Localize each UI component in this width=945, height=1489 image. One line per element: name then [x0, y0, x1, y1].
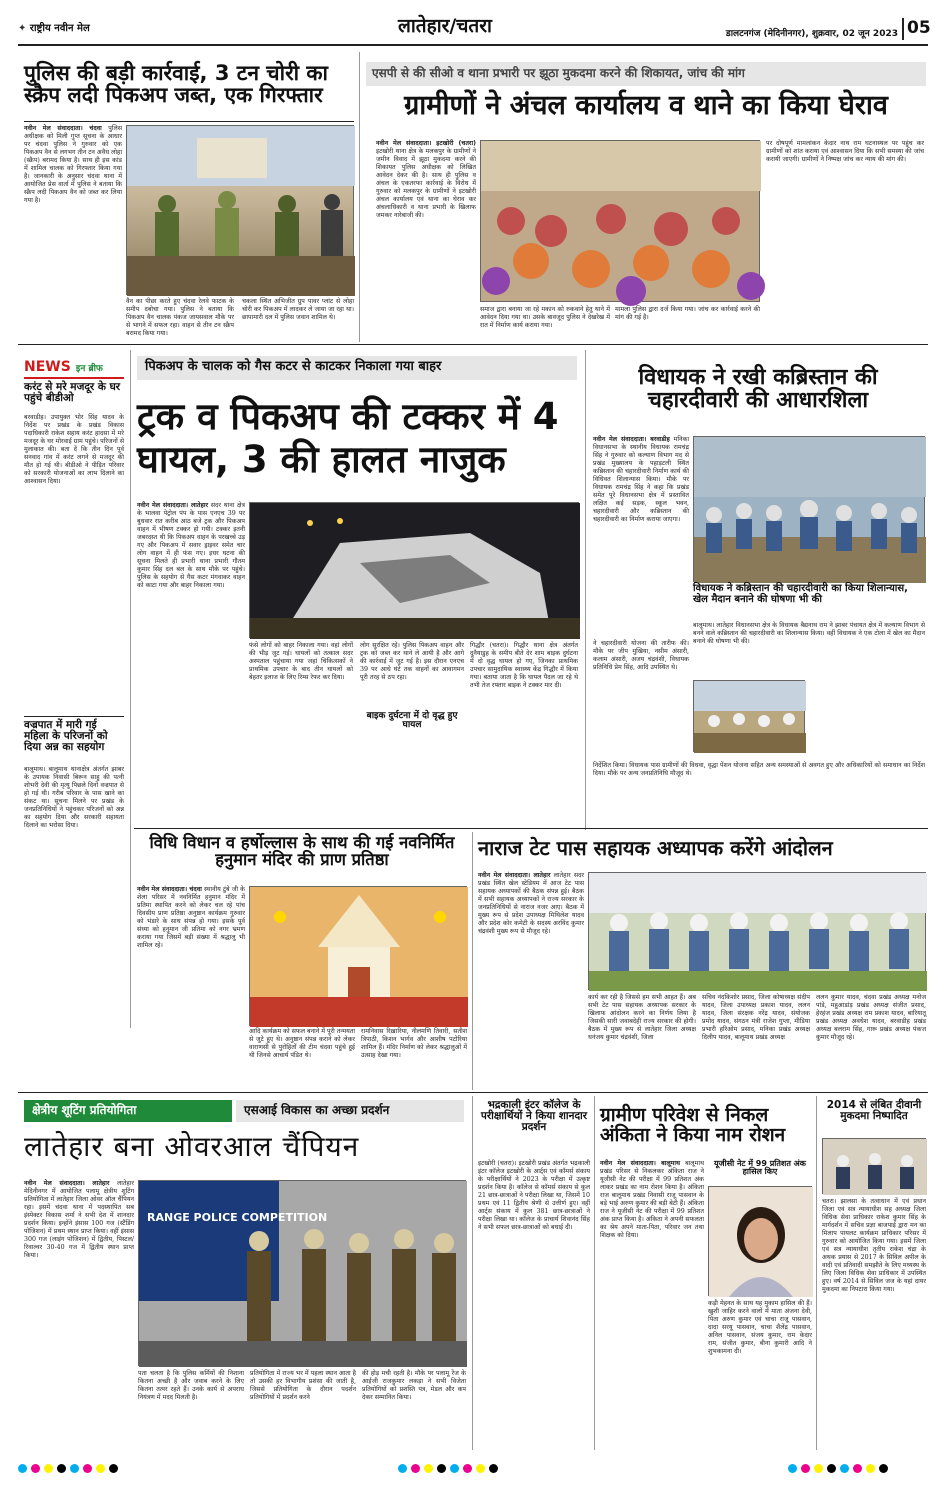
news-label: NEWS: [24, 359, 71, 375]
story4-headline: विधायक ने रखी कब्रिस्तान की चहारदीवारी की आधारशिला: [638, 365, 878, 414]
masthead-rule: [18, 44, 928, 46]
column-rule: [585, 350, 586, 830]
story4-col2: ने चहारदीवारी योजना की तारीफ की। मौके पर जीप मुखिया, नसीम अंसारी, कलाम अंसारी, अजय चंद्रवंशी, विधायक प्रतिनिधि प्रेम सिंह, आदि उपस्थित थे।: [593, 640, 689, 671]
story2-col3: मामला पुलिस द्वारा दर्ज किया गया। जांच कर कार्रवाई करने की मांग की गई है।: [615, 306, 760, 321]
story3-byline: नवीन मेल संवाददाता। लातेहार: [137, 502, 209, 509]
story10-photo: [822, 1138, 926, 1194]
column-rule: [472, 1096, 473, 1450]
story5-col3: रामनिवास रिख़ारिया, नीलमणि तिवारी, सतीश त्रिपाठी, किशन भार्गव और आशीष पटोरिया शामिल हैं। मंदिर निर्माण को लेकर श्रद्धालुओं में उत्साह देखा गया।: [361, 1028, 467, 1059]
story7-tag2: [236, 1100, 464, 1122]
mla-event-photo: [694, 681, 806, 753]
divider: [24, 121, 354, 122]
column-rule: [594, 1096, 595, 1450]
story5-text: [137, 886, 245, 1086]
story5-headline: विधि विधान व हर्षोल्लास के साथ की गई नवनिर्मित हनुमान मंदिर की प्राण प्रतिष्ठा: [149, 833, 455, 870]
story9-text: [600, 1160, 704, 1448]
story4-subheadline: विधायक ने कब्रिस्तान की चहारदीवारी का किया शिलान्यास, खेल मैदान बनाने की घोषणा भी की: [693, 583, 908, 605]
story6-text: [478, 872, 584, 1088]
bird-logo-icon: ✦: [18, 23, 27, 34]
story5-col2: आदि कार्यक्रम को सफल बनाने में पूरी तन्मयता से जुटे हुए थे। अनुष्ठान संपन्न कराने को लेकर वाराणसी से पुरोहितों की टीम चंदवा पहुंचे हुई थी जिनसे आचार्य पंडित थे।: [249, 1028, 355, 1059]
story1-photo: [126, 125, 354, 295]
story3-col2: फंसे लोगों को बाहर निकाला गया। वहां लोगों की भीड़ जुट गई। घायलों को तत्काल सदर अस्पताल पहुंचाया गया जहां चिकित्सकों ने प्राथमिक उपचार के बाद तीन घायलों को बेहतर इलाज के लिए रिम्स रेफर कर दिया।: [249, 642, 353, 681]
story1-text: [24, 125, 122, 337]
story2-kicker: एसपी से की सीओ व थाना प्रभारी पर झूठा मुकदमा करने की शिकायत, जांच की मांग: [372, 66, 745, 80]
story2-col4: पर दोषपूर्ण मामलांकन केदार नाथ राम घटनास्थल पर पहुंच कर ग्रामीणों को शांत कराया एवं आश्वासन दिया कि सभी समस्या की जांच करायी जाएगी। ग्रामीणों ने निष्पक्ष जांच कर न्याय की मांग की।: [766, 140, 924, 163]
masthead: [18, 12, 931, 42]
story3-text: [137, 502, 245, 820]
story7-tag1-text: क्षेत्रीय शूटिंग प्रतियोगिता: [32, 1103, 137, 1117]
story3-headline: ट्रक व पिकअप की टक्कर में 4 घायल, 3 की हालत नाजुक: [137, 395, 559, 481]
story7-photo: [138, 1180, 466, 1366]
story6-byline: नवीन मेल संवाददाता। लातेहार: [478, 872, 551, 879]
story7-tag2-text: एसआई विकास का अच्छा प्रदर्शन: [244, 1103, 390, 1117]
foundation-stone-photo: [694, 437, 926, 583]
story9-photo: [708, 1186, 812, 1296]
column-rule: [359, 52, 360, 342]
story7-col3: प्रतियोगिता में राज्य भर में पहला स्थान आता है तो उसकी हर विभागीय प्रशंसा की जाती है, जिससे प्रतियोगिता के दौरान पदर्शन प्रतियोगियों में प्रदर्शन करने: [250, 1370, 356, 1401]
story5-byline: नवीन मेल संवाददाता। चंदवा: [137, 886, 202, 893]
brief1-text: बरवाडीह। उपायुक्त भोर सिंह यादव के निर्देश पर प्रखंड के प्रखंड विकास पदाधिकारी राकेश सहाय करंट हादसा में मरे मजदूर के घर मोरवाई ग्राम पहुंचे। परिजनों से मुलाकात की। बता दें कि तीन दिन पूर्व सनवाद गांव में करंट लगने से मजदूर की मौत हो गई थी। बीडीओ ने पीड़ित परिवार को सरकारी योजनाओं का लाभ दिलाने का आश्वासन दिया।: [24, 414, 124, 485]
story4-byline: नवीन मेल संवाददाता। बरवाडीह: [593, 436, 670, 443]
brief-label: इन ब्रीफ: [75, 364, 103, 374]
story4-col4: निर्देशित किया। विधायक पास ग्रामीणों की विधवा, वृद्धा पेंशन योजना सहित अन्य समस्याओं से अवगत हुए और अधिकारियों को समाधान का निर्देश दिया। मौके पर अन्य जनप्रतिनिधि मौजूद थे।: [593, 762, 925, 777]
story6-col4: ललन कुमार यादव, चंदवा प्रखंड अध्यक्ष मनोज पांडे, महुआडांड़ प्रखंड अध्यक्ष संजीत प्रसाद, हेरहंज प्रखंड अध्यक्ष राम प्रकाश यादव, बारियातू प्रखंड अध्यक्ष अवधेश यादव, बरवाडीह प्रखंड अध्यक्ष बलराम सिंह, गारू प्रखंड अध्यक्ष पंकज कुमार मौजूद रहे।: [816, 994, 926, 1041]
story3-kicker-bar: [137, 356, 577, 380]
story3-col4: गिद्धौर (चतरा)। गिद्धौर थाना क्षेत्र अंतर्गत दुनैयाडुह के समीप बीते देर शाम बाइक दुर्घटना में दो वृद्ध घायल हो गए, जिनका प्राथमिक उपचार सामुदायिक स्वास्थ्य केंद्र गिद्धौर में किया गया। बताया जाता है कि घायल पैदल जा रहे थे तभी तेज रफ्तार बाइक ने टक्कर मार दी।: [470, 642, 578, 689]
story1-headline: पुलिस की बड़ी कार्रवाई, 3 टन चोरी का स्क्रैप लदी पिकअप जब्त, एक गिरफ्तार: [24, 61, 328, 108]
story3-subhead: बाइक दुर्घटना में दो वृद्ध हुए घायल: [366, 711, 458, 731]
section-title: लातेहार/चतरा: [398, 15, 492, 37]
column-rule: [130, 350, 131, 1028]
court-meeting-photo: [823, 1139, 927, 1195]
story3-kicker: पिकअप के चालक को गैस कटर से काटकर निकाला गया बाहर: [145, 359, 442, 374]
story6-photo: [588, 872, 926, 990]
story2-photo: [480, 140, 760, 302]
story3-photo: [249, 502, 579, 638]
story2-byline: नवीन मेल संवाददाता। इटखोरी (चतरा): [376, 140, 476, 147]
brief2-title: वज्रपात में मारी गई महिला के परिजनों को दिया अन्न का सहयोग: [24, 719, 108, 754]
story7-headline: लातेहार बना ओवरआल चैंपियन: [24, 1130, 360, 1163]
story8-headline: भद्रकाली इंटर कॉलेज के परीक्षार्थियों ने किया शानदार प्रदर्शन: [480, 1099, 588, 1134]
paper-name: राष्ट्रीय नवीन मेल: [29, 23, 90, 34]
story4-photo2: [693, 680, 805, 752]
story8-text: इटखोरी (चतरा)। इटखोरी प्रखंड अंतर्गत भद्रकाली इंटर कॉलेज इटखोरी के आर्ट्स एवं कॉमर्स संकाय के परीक्षार्थियों ने 2023 के परीक्षा में उत्कृष्ट प्रदर्शन किया है। कॉलेज से कॉमर्स संकाय से कुल 21 छात्र-छात्राओं ने परीक्षा लिखा था, जिसमें 10 प्रथम एवं 11 द्वितीय श्रेणी से उत्तीर्ण हुए। वहीं आर्ट्स संकाय में कुल 381 छात्र-छात्राओं ने परीक्षा लिखा था। कॉलेज के प्राचार्य शिवानंद सिंह ने सभी सफल छात्र-छात्राओं को बधाई दी।: [478, 1160, 590, 1231]
story6-body: लातेहार सदर प्रखंड स्थित खेल स्टेडियम में आज टेट पास सहायक अध्यापकों की बैठक संपन्न हुई। बैठक में सभी सहायक अध्यापकों ने राज्य सरकार के जनप्रतिनिधियों से नाराज नजर आए। बैठक में मुख्य रूप से प्रदेश उपाध्यक्ष मिथिलेश यादव और प्रदेश कोर कमेटी के सदस्य अरविंद कुमार चंद्रवंशी मुख्य रूप से मौजूद रहे।: [478, 872, 584, 935]
story3-col3: लोग सुरक्षित रहे। पुलिस पिकअप वाहन और ट्रक को जब्त कर थाने ले आयी है और आगे की कार्रवाई में जुट गई है। इस दौरान एनएच 39 पर आधे घंटे तक वाहनों का आवागमन पूरी तरह से ठप रहा।: [360, 642, 464, 681]
teachers-meeting-photo: [589, 873, 927, 991]
story10-text: चतरा। झालसा के तत्वाधान में एवं प्रधान जिला एवं सत्र न्यायाधीश सह अध्यक्ष जिला विधिक सेवा प्राधिकार राकेश कुमार सिंह के मार्गदर्शन में सचिव प्रज्ञा बाजपाई द्वारा मन का मिलाप पायलट कार्यक्रम प्राधिकार परिसर में गुरुवार को आयोजित किया गया। इसमें जिला एवं सत्र न्यायाधीश तृतीय राकेश चंद्रा के अथक प्रयास से 2017 के सिविल अपील के वादी एवं प्रतिवादी समझौते के लिए मध्यस्थ के लिए जिला विधिक सेवा प्राधिकार में उपस्थित हुए। वर्ष 2014 से सिविल जज के यहां दायर मुकदमा का निपटारा किया गया।: [822, 1198, 926, 1293]
divider: [134, 828, 928, 829]
story7-text: [24, 1180, 134, 1448]
story9-byline: नवीन मेल संवाददाता। बालूमाथ: [600, 1160, 681, 1167]
divider: [18, 1092, 928, 1093]
story7-tag1: [24, 1100, 232, 1122]
story10-headline: 2014 से लंबित दीवानी मुकदमा निष्पादित: [826, 1099, 922, 1123]
story1-col3: चकला स्थित अभिजीत ग्रुप पावर प्लांट से लोहा चोरी कर पिकअप में लादकर ले जाया जा रहा था। छापामारी दल में पुलिस जवान शामिल थे।: [242, 298, 354, 321]
dateline: डालटनगंज (मेदिनीनगर), शुक्रवार, 02 जून 2023: [725, 29, 898, 39]
brief1-title: करंट से मरे मजदूर के घर पहुंचे बीडीओ: [24, 381, 121, 405]
story7-col2: पता चलता है कि पुलिस कर्मियों की निशाना कितना अच्छी है और जवाब करने के लिए कितना तत्पर रहते हैं। उनके कार्य से अपराध नियंत्रण में मदद मिलती है।: [138, 1370, 244, 1401]
story7-col4: की होड़ मची रहती है। मौके पर पलामू रेंज के आईजी राजकुमार लकड़ा ने सभी विजेता प्रतियोगियों को प्रशस्ति पत्र, मेडल और कप देकर सम्मानित किया।: [362, 1370, 466, 1401]
story2-text: [376, 140, 476, 338]
ankita-portrait-photo: [709, 1187, 813, 1297]
column-rule: [816, 1096, 817, 1450]
temple-photo: [250, 887, 468, 1027]
story6-col3: सचिव नंदकिशोर प्रसाद, जिला कोषाध्यक्ष संदीप यादव, जिला उपाध्यक्ष प्रकाश यादव, ललन यादव, जिला संरक्षक नरेंद्र यादव, संयोजक प्रमोद यादव, संगठन मंत्री राजेश गुप्ता, मीडिया प्रभारी हरिओम प्रसाद, मनिका प्रखंड अध्यक्ष दिलीप यादव, बालूमाथ प्रखंड अध्यक्ष: [702, 994, 810, 1041]
story5-photo: [249, 886, 467, 1026]
page-number: 05: [902, 18, 928, 40]
accident-wreck-photo: [250, 503, 580, 639]
story5-body: स्थानीय टुंबे जी के शेला परिसर में नवनिर्मित हनुमान मंदिर में प्रतिमा स्थापित करने को लेकर चल रहे पांच दिवसीय प्राण प्रतिष्ठा अनुष्ठान कार्यक्रम गुरुवार को भंडारे के साथ संपन्न हो गया। इसके पूर्व संध्या को हनुमान जी प्रतिमा को नगर भ्रमण कराया गया जिसमें बड़ी संख्या में श्रद्धालु भी शामिल रहे।: [137, 886, 245, 949]
crowd-protest-photo: [481, 141, 761, 303]
paper-logo: [18, 20, 138, 36]
story2-body: इटखोरी थाना क्षेत्र के मलकपुर के ग्रामीणों ने जमीन विवाद में झूठा मुकदमा करने की शिकायत पुलिस अधीक्षक को लिखित आवेदन देकर की है। साथ ही पुलिस व अंचल के एकतरफा कार्रवाई के विरोध में गुरुवार को मलकपुर के ग्रामीणों ने इटखोरी अंचल कार्यालय एवं थाना का घेराव कर अंचलाधिकारी व थाना प्रभारी के खिलाफ जमकर नारेबाजी की।: [376, 148, 476, 219]
story3-body: सदर थाना क्षेत्र के भालवा पेट्रोल पंप के पास एनएच 39 पर बुधवार रात करीब आठ बजे ट्रक और पिकअप वाहन में भीषण टक्कर हो गयी। टक्कर इतनी जबरदस्त थी कि पिकअप वाहन के परखच्चे उड़ गए और पिकअप में सवार ड्राइवर समेत चार लोग वाहन में ही फंस गए। इधर घटना की सूचना मिलते ही प्रभारी थाना प्रभारी गौतम कुमार सिंह दल बल के साथ मौके पर पहुंचे। पुलिस के सहयोग से गैस कटर मंगवाकर वाहन को काटा गया और बाहर निकाला गया।: [137, 502, 245, 589]
divider: [24, 716, 124, 717]
story9-photo-caption: यूजीसी नेट में 99 प्रतिशत अंक हासिल किए: [714, 1159, 806, 1177]
story7-byline: नवीन मेल संवाददाता। लातेहार: [24, 1180, 110, 1187]
story1-body: पुलिस अधीक्षक को मिली गुप्त सूचना के आधार पर चंदवा पुलिस ने गुरुवार को एक पिकअप वैन से लगभग तीन टन अवैध लोहा (स्क्रैप) बरामद किया है। साथ ही इस कांड में शामिल चालक को गिरफ्तार किया गया है। जानकारी के अनुसार चंदवा थाना में आयोजित प्रेस वार्ता में पुलिस ने बताया कि स्क्रैप लदी पिकअप वैन को जब्त कर लिया गया है।: [24, 125, 122, 204]
story2-col2: समाज द्वारा बनाया जा रहे मकान को रुकवाने हेतु थाने में आवेदन दिया गया था। उसके बावजूद पुलिस ने देखरेख में रात में निर्माण कार्य कराया गया।: [480, 306, 610, 329]
story1-col2: वैन का पीछा करते हुए चंदवा रेलवे फाटक के समीप दबोचा गया। पुलिस ने बताया कि पिकअप वैन चालक पंकज जायसवाल मौके पर से भागने में सफल रहा। वाहन से तीन टन स्क्रैप बरामद किया गया।: [126, 298, 234, 337]
story9-body: बालूमाथ प्रखंड परिसर से निकलकर अंकिता राज ने यूजीसी नेट की परीक्षा में 99 प्रतिशत अंक लाकर प्रखंड का नाम रोशन किया है। अंकिता राज बालूमाथ प्रखंड निवासी राजू पासवान के बड़े भाई अरुण कुमार की बड़ी बेटी हैं। अंकिता राज ने यूजीसी नेट की परीक्षा में 99 प्रतिशत अंक प्राप्त किया है। अंकिता ने अपनी सफलता का श्रेय अपने माता-पिता, परिवार जन तथा शिक्षक को दिया।: [600, 1160, 704, 1239]
story9-col2: कड़ी मेहनत के साथ यह मुकाम हासिल की हैं। खुशी जाहिर करने वालों में माता अंजना देवी, पिता अरुण कुमार एवं चाचा राजू पासवान, दादा सरयू पासवान, चाचा शैलेंद्र पासवान, अनिल पासवान, संजय कुमार, राम केदार राम, संजीत कुमार, बीना कुमारी आदि ने शुभकामना दी।: [708, 1300, 812, 1355]
story4-body: मनिका विधानसभा के स्थानीय विधायक रामचंद्र सिंह ने गुरुवार को कल्याण विभाग मद से प्रखंड मुख्यालय के पहाड़टली स्थित कब्रिस्तान की चहारदीवारी निर्माण कार्य की विधिवत शिलान्यास किया। मौके पर विधायक रामचंद्र सिंह ने कहा कि प्रखंड समेत पूरे विधानसभा क्षेत्र में प्रस्तावित लक्षित कई सड़क, स्कूल भवन, चहारदीवारी और कब्रिस्तान की चहारदीवारी का निर्माण कराया जाएगा।: [593, 436, 689, 523]
story1-byline: नवीन मेल संवाददाता। चंदवा: [24, 125, 102, 132]
story2-headline: ग्रामीणों ने अंचल कार्यालय व थाने का किया घेराव: [404, 90, 888, 121]
story4-col3: बालूमाथ। लातेहार विधानसभा क्षेत्र के विधायक बैद्यनाथ राम ने झाबर पंचायत क्षेत्र में कल्याण विभाग से बनने वाले कब्रिस्तान की चहारदीवारी का शिलान्यास किया। वहीं विधायक ने एक टोला में खेल का मैदान बनाने की घोषणा भी की।: [693, 622, 925, 645]
shooting-award-photo: [139, 1181, 467, 1367]
story2-kicker-bar: [366, 62, 926, 86]
story6-headline: नाराज टेट पास सहायक अध्यापक करेंगे आंदोलन: [478, 836, 833, 860]
color-registration-bar: [18, 1456, 928, 1470]
banner-text: RANGE POLICE COMPETITION: [147, 1211, 328, 1224]
column-rule: [472, 832, 473, 1090]
news-brief-header: [24, 356, 124, 376]
brief2-text: बालूमाथ। बालूमाथ थानाक्षेत्र अंतर्गत झाबर के उपायक निवासी बिरून साहु की पत्नी शोभरी देवी की मृत्यु पिछले दिनों वज्रपात से हो गई थी। गरीब परिवार के पास खाने का संकट था। सूचना मिलने पर प्रखंड के जनप्रतिनिधियों ने पहुंचकर परिजनों को अन्न का सहयोग दिया और सरकारी सहायता दिलाने का भरोसा दिया।: [24, 766, 124, 829]
story4-photo: [693, 436, 925, 582]
police-group-photo: [127, 126, 355, 296]
story9-headline: ग्रामीण परिवेश से निकल अंकिता ने किया नाम रोशन: [600, 1104, 786, 1146]
brief-underline: [24, 377, 124, 379]
story7-body: लातेहार मेदिनीनगर में आयोजित पलामू क्षेत्रीय शूटिंग प्रतियोगिता में लातेहार जिला ओवर ऑल चैंपियन रहा। इसमें चंदवा थाना में पदस्थापित सब इंस्पेक्टर विकास शर्मा ने सभी देश में शानदार प्रदर्शन किया। इन्होंने इंसास 100 गज (स्टैंडिंग पोजिशन) में प्रथम स्थान प्राप्त किया। वहीं इंसास 300 गज (लाइंग पोजिशन) में द्वितीय, पिस्टल/रिवाल्वर 30-40 गज में द्वितीय स्थान प्राप्त किया।: [24, 1180, 134, 1259]
story6-col2: कार्य कर रही है जिससे हम सभी आहत हैं। अब सभी टेट पास सहायक अध्यापक सरकार के खिलाफ आंदोलन करने का निर्णय लिया है जिसकी सारी जवाबदेही राज्य सरकार की होगी। बैठक में मुख्य रूप से लातेहार जिला अध्यक्ष धनंजय कुमार चंद्रवंशी, जिला: [588, 994, 696, 1041]
divider: [18, 344, 928, 345]
